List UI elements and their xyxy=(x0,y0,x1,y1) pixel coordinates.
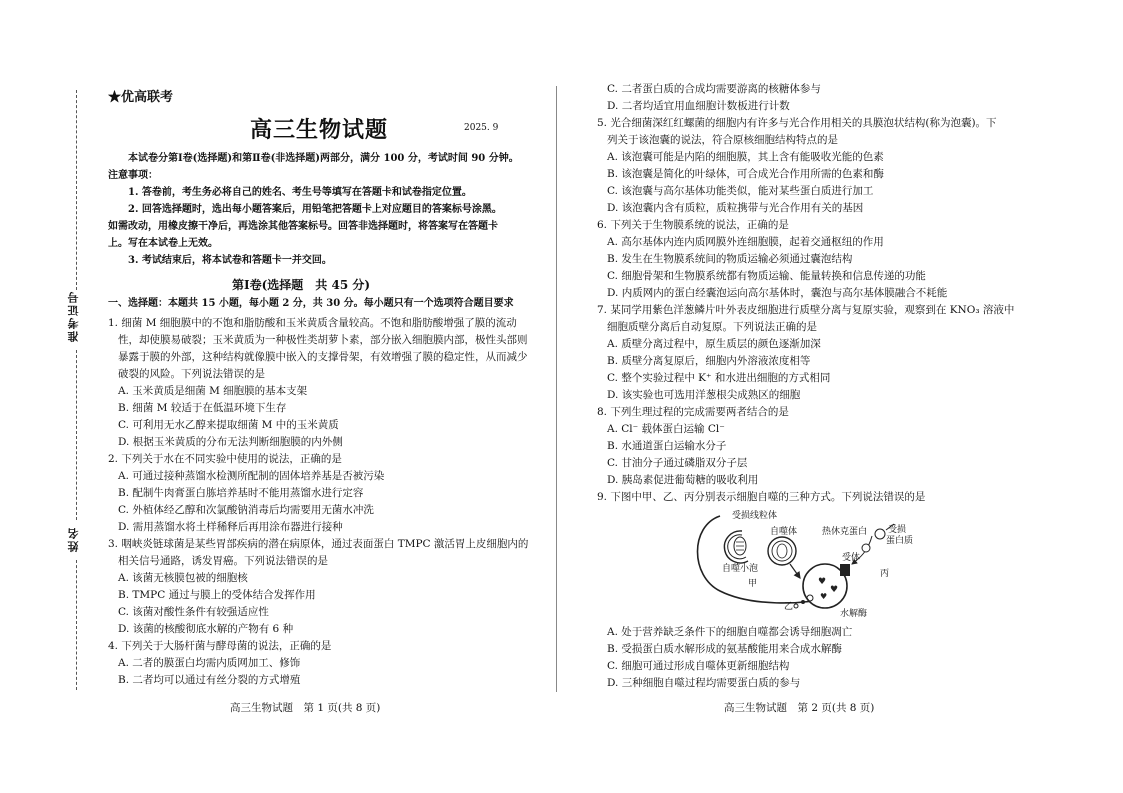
q1-option-c: C. 可利用无水乙醇来提取细菌 M 中的玉米黄质 xyxy=(118,419,339,431)
q4-option-c: C. 二者蛋白质的合成均需要游离的核糖体参与 xyxy=(607,83,821,95)
note-1: 1. 答卷前，考生务必将自己的姓名、考生号等填写在答题卡和试卷指定位置。 xyxy=(128,187,472,198)
exam-date: 2025. 9 xyxy=(464,123,499,133)
fig-autophagosome-label: 自噬体 xyxy=(770,527,798,537)
svg-text:♥: ♥ xyxy=(818,577,827,587)
note-2b: 如需改动，用橡皮擦干净后，再选涂其他答案标号。回答非选择题时，将答案写在答题卡 xyxy=(108,221,498,232)
fig-small-vesicle-label: 自噬小泡 xyxy=(722,564,759,574)
exam-number-label: 准考证号 xyxy=(67,290,80,342)
q7-option-b: B. 质壁分离复原后，细胞内外溶液浓度相等 xyxy=(607,355,811,367)
q8-option-c: C. 甘油分子通过磷脂双分子层 xyxy=(607,457,748,469)
q9-option-d: D. 三种细胞自噬过程均需要蛋白质的参与 xyxy=(607,677,801,689)
q9-option-c: C. 细胞可通过形成自噬体更新细胞结构 xyxy=(607,660,790,672)
q3-option-c: C. 该菌对酸性条件有较强适应性 xyxy=(118,606,269,618)
fig-damaged-protein-label-1: 受损 xyxy=(888,525,907,535)
q5-option-b: B. 该泡囊是简化的叶绿体，可合成光合作用所需的色素和酶 xyxy=(607,168,884,180)
q1-line-2: 性，却使膜易破裂；玉米黄质为一种极性类胡萝卜素，部分嵌入细胞膜内部，极性头部则 xyxy=(118,334,528,346)
q6-option-c: C. 细胞骨架和生物膜系统都有物质运输、能量转换和信息传递的功能 xyxy=(607,270,926,282)
brand-label: ★优高联考 xyxy=(108,90,174,105)
q8-option-b: B. 水通道蛋白运输水分子 xyxy=(607,440,727,452)
q9-option-a: A. 处于营养缺乏条件下的细胞自噬都会诱导细胞凋亡 xyxy=(607,626,853,638)
q2-option-b: B. 配制牛肉膏蛋白胨培养基时不能用蒸馏水进行定容 xyxy=(118,487,364,499)
q1-option-d: D. 根据玉米黄质的分布无法判断细胞膜的内外侧 xyxy=(118,436,343,448)
q6-option-a: A. 高尔基体内连内质网膜外连细胞膜，起着交通枢纽的作用 xyxy=(607,236,884,248)
part-1-heading: 一、选择题：本题共 15 小题，每小题 2 分，共 30 分。每小题只有一个选项符合题目要求 xyxy=(108,298,514,309)
binding-line-mid xyxy=(76,350,77,520)
q3-option-d: D. 该菌的核酸彻底水解的产物有 6 种 xyxy=(118,623,294,635)
name-label: 姓名 xyxy=(67,526,80,552)
fig-hydrolase-label: 水解酶 xyxy=(840,609,868,619)
svg-text:♥: ♥ xyxy=(820,592,828,601)
note-2c: 上。写在本试卷上无效。 xyxy=(108,238,218,249)
q1-line-1: 1. 细菌 M 细胞膜中的不饱和脂肪酸和玉米黄质含量较高。不饱和脂肪酸增强了膜的流动 xyxy=(108,317,517,329)
q3-option-a: A. 该菌无核膜包被的细胞核 xyxy=(118,572,248,584)
q6-stem: 6. 下列关于生物膜系统的说法，正确的是 xyxy=(597,219,789,231)
arrow-to-lysosome xyxy=(790,564,800,578)
fig-damaged-mito-label: 受损线粒体 xyxy=(732,511,778,521)
q5-option-a: A. 该泡囊可能是内陷的细胞膜，其上含有能吸收光能的色素 xyxy=(607,151,884,163)
q7-option-a: A. 质壁分离过程中，原生质层的颜色逐渐加深 xyxy=(607,338,821,350)
autophagy-figure xyxy=(690,506,930,621)
fig-damaged-protein-label-2: 蛋白质 xyxy=(886,536,914,546)
q7-line-2: 细胞质壁分离后自动复原。下列说法正确的是 xyxy=(607,321,817,333)
footer-right: 高三生物试题 第 2 页(共 8 页) xyxy=(724,702,875,714)
note-3: 3. 考试结束后，将本试卷和答题卡一并交回。 xyxy=(128,255,332,266)
column-divider xyxy=(556,86,557,692)
q5-line-2: 列关于该泡囊的说法，符合原核细胞结构特点的是 xyxy=(607,134,838,146)
fig-bing-label: 丙 xyxy=(880,569,890,579)
q4-option-a: A. 二者的膜蛋白均需内质网加工、修饰 xyxy=(118,657,301,669)
q4-option-b: B. 二者均可以通过有丝分裂的方式增殖 xyxy=(118,674,301,686)
q4-stem: 4. 下列关于大肠杆菌与酵母菌的说法，正确的是 xyxy=(108,640,332,652)
q7-line-1: 7. 某同学用紫色洋葱鳞片叶外表皮细胞进行质壁分离与复原实验，观察到在 KNO₃ 溶液中 xyxy=(597,304,1015,316)
q3-option-b: B. TMPC 通过与膜上的受体结合发挥作用 xyxy=(118,589,316,601)
damaged-protein-icon xyxy=(875,529,885,539)
receptor-icon xyxy=(840,564,850,576)
fig-receptor-label: 受体 xyxy=(842,553,861,563)
q7-option-c: C. 整个实验过程中 K⁺ 和水进出细胞的方式相同 xyxy=(607,372,831,384)
fig-heat-shock-label: 热休克蛋白 xyxy=(822,527,868,537)
q2-option-c: C. 外植体经乙醇和次氯酸钠消毒后均需要用无菌水冲洗 xyxy=(118,504,374,516)
q2-option-d: D. 需用蒸馏水将土样稀释后再用涂布器进行接种 xyxy=(118,521,343,533)
intro-text: 本试卷分第Ⅰ卷(选择题)和第Ⅱ卷(非选择题)两部分，满分 100 分，考试时间 90 分钟。 xyxy=(128,153,519,164)
fig-yi-label: 乙 xyxy=(784,602,794,612)
section-title: 第Ⅰ卷(选择题 共 45 分) xyxy=(232,278,371,292)
q7-option-d: D. 该实验也可选用洋葱根尖成熟区的细胞 xyxy=(607,389,801,401)
q5-option-c: C. 该泡囊与高尔基体功能类似，能对某些蛋白质进行加工 xyxy=(607,185,874,197)
q5-line-1: 5. 光合细菌深红红螺菌的细胞内有许多与光合作用相关的具膜泡状结构(称为泡囊)。下 xyxy=(597,117,997,129)
q9-stem: 9. 下图中甲、乙、丙分别表示细胞自噬的三种方式。下列说法错误的是 xyxy=(597,491,926,503)
q6-option-b: B. 发生在生物膜系统间的物质运输必须通过囊泡结构 xyxy=(607,253,853,265)
q3-line-2: 相关信号通路，诱发胃癌。下列说法错误的是 xyxy=(118,555,328,567)
fig-jia-label: 甲 xyxy=(748,579,758,589)
page-title: 高三生物试题 xyxy=(250,117,389,143)
q1-line-3: 暴露于膜的外部，这种结构就像膜中嵌入的支撑骨架，有效增强了膜的稳定性，从而减少 xyxy=(118,351,528,363)
q1-line-4: 破裂的风险。下列说法错误的是 xyxy=(118,368,265,380)
q2-stem: 2. 下列关于水在不同实验中使用的说法，正确的是 xyxy=(108,453,342,465)
q6-option-d: D. 内质网内的蛋白经囊泡运向高尔基体时，囊泡与高尔基体膜融合不耗能 xyxy=(607,287,948,299)
footer-left: 高三生物试题 第 1 页(共 8 页) xyxy=(230,702,381,714)
q1-option-b: B. 细菌 M 较适于在低温环境下生存 xyxy=(118,402,287,414)
binding-line-bottom xyxy=(76,560,77,690)
note-2a: 2. 回答选择题时，选出每小题答案后，用铅笔把答题卡上对应题目的答案标号涂黑。 xyxy=(128,204,502,215)
binding-line-top xyxy=(76,90,77,290)
q2-option-a: A. 可通过接种蒸馏水检测所配制的固体培养基是否被污染 xyxy=(118,470,385,482)
svg-text:♥: ♥ xyxy=(830,585,839,595)
q4-option-d: D. 二者均适宜用血细胞计数板进行计数 xyxy=(607,100,790,112)
notes-heading: 注意事项： xyxy=(108,170,158,181)
q8-stem: 8. 下列生理过程的完成需要两者结合的是 xyxy=(597,406,789,418)
q8-option-d: D. 胰岛素促进葡萄糖的吸收利用 xyxy=(607,474,759,486)
q1-option-a: A. 玉米黄质是细菌 M 细胞膜的基本支架 xyxy=(118,385,308,397)
q8-option-a: A. Cl⁻ 载体蛋白运输 Cl⁻ xyxy=(607,423,725,435)
q9-option-b: B. 受损蛋白质水解形成的氨基酸能用来合成水解酶 xyxy=(607,643,842,655)
q3-line-1: 3. 咽峡炎链球菌是某些胃部疾病的潜在病原体，通过表面蛋白 TMPC 激活胃上皮细胞内的 xyxy=(108,538,529,550)
q5-option-d: D. 该泡囊内含有质粒，质粒携带与光合作用有关的基因 xyxy=(607,202,864,214)
